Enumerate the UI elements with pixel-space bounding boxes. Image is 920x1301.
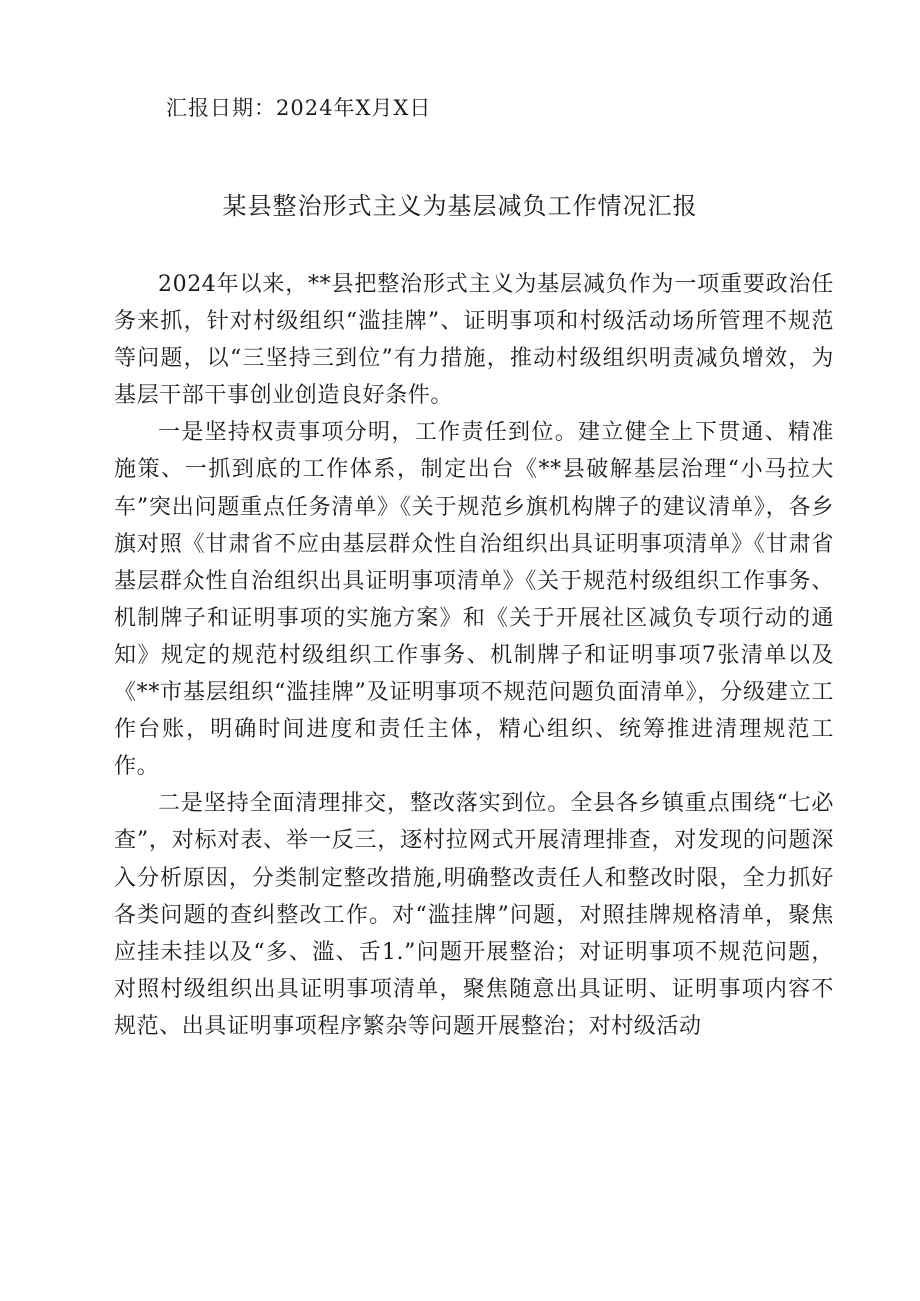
document-body: [114, 266, 834, 1045]
paragraph-intro: 2024年以来，**县把整治形式主义为基层减负作为一项重要政治任务来抓，针对村级组织“滥挂牌”、证明事项和村级活动场所管理不规范等问题，以“三坚持三到位”有力措施，推动村级组织明责减负增效，为基层干部干事创业创造良好条件。: [114, 272, 834, 409]
document-title: 某县整治形式主义为基层减负工作情况汇报: [222, 192, 698, 220]
paragraph-point-one: 一是坚持权责事项分明，工作责任到位。建立健全上下贯通、精准施策、一抓到底的工作体系，制定出台《**县破解基层治理“小马拉大车”突出问题重点任务清单》《关于规范乡旗机构牌子的建议清单》，各乡旗对照《甘肃省不应由基层群众性自治组织出具证明事项清单》《甘肃省基层群众性自治组织出具证明事项清单》《关于规范村级组织工作事务、机制牌子和证明事项的实施方案》和《关于开展社区减负专项行动的通知》规定的规范村级组织工作事务、机制牌子和证明事项7张清单以及《**市基层组织“滥挂牌”及证明事项不规范问题负面清单》，分级建立工作台账，明确时间进度和责任主体，精心组织、统筹推进清理规范工作。: [114, 420, 834, 780]
report-date: 汇报日期：2024年X月X日: [166, 96, 432, 120]
paragraph-point-two: 二是坚持全面清理排交，整改落实到位。全县各乡镇重点围绕“七必查”，对标对表、举一反三，逐村拉网式开展清理排查，对发现的问题深入分析原因，分类制定整改措施,明确整改责任人和整改时限，全力抓好各类问题的查纠整改工作。对“滥挂牌”问题，对照挂牌规格清单，聚焦应挂未挂以及“多、滥、舌1.”问题开展整治；对证明事项不规范问题，对照村级组织出具证明事项清单，聚焦随意出具证明、证明事项内容不规范、出具证明事项程序繁杂等问题开展整治；对村级活动: [114, 791, 834, 1039]
